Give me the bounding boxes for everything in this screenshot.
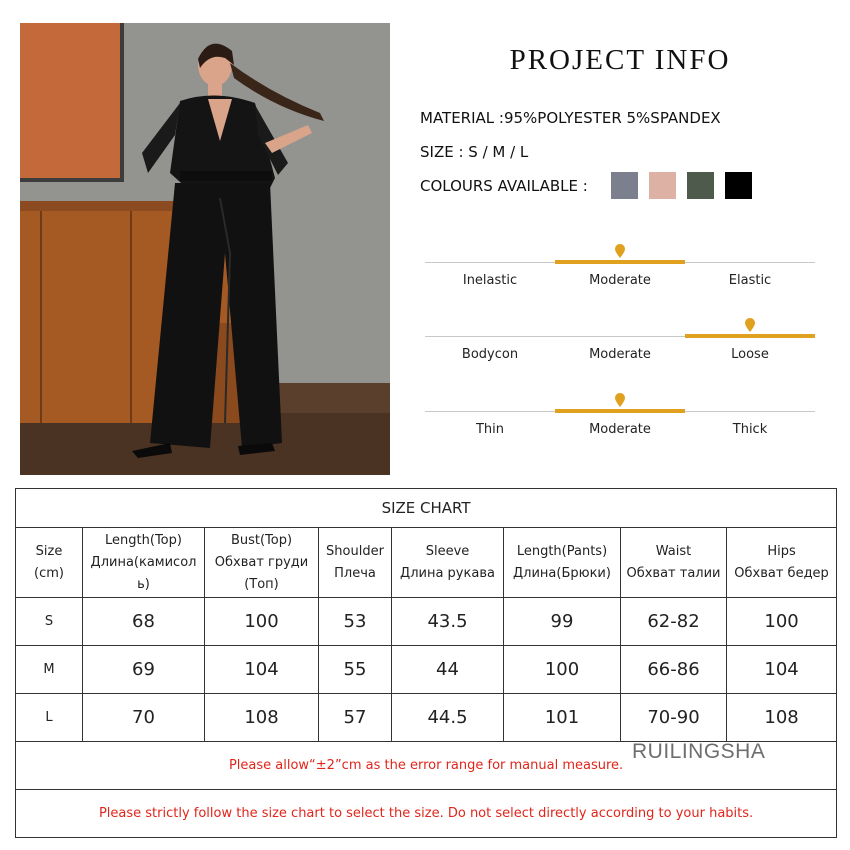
measurement-cell: 53 [319, 598, 392, 646]
header-line: Bust(Top) [230, 532, 293, 548]
colours-label: COLOURS AVAILABLE : [420, 177, 588, 195]
thickness-scale [425, 411, 815, 451]
size-chart-header [727, 528, 837, 598]
scale-option: Moderate [589, 422, 651, 437]
scale-option: Bodycon [461, 347, 519, 362]
measurement-cell: 66-86 [621, 646, 727, 694]
header-line: Hips [767, 543, 796, 559]
measurement-cell: 104 [205, 646, 319, 694]
size-chart-header [319, 528, 392, 598]
map-pin-icon [615, 393, 625, 409]
header-line: Длина(Брюки) [513, 565, 611, 581]
measurement-cell: 108 [727, 694, 837, 742]
scale-option: Inelastic [462, 273, 518, 288]
measurement-error-text: Please allow“±2”cm as the error range for manual measure. [228, 758, 624, 773]
size-chart-header [392, 528, 504, 598]
measurement-cell: 104 [727, 646, 837, 694]
size-chart-table [15, 488, 837, 838]
fit-scale [425, 336, 815, 376]
header-line: Waist [655, 543, 692, 559]
size-selection-note: Please strictly follow the size chart to select the size. Do not select directly according to your habits. [16, 790, 837, 838]
measurement-cell: 44 [392, 646, 504, 694]
measurement-cell: 70 [83, 694, 205, 742]
header-line: Length(Top) [105, 532, 182, 548]
size-cell: M [16, 646, 83, 694]
measurement-cell: 99 [504, 598, 621, 646]
size-cell: S [16, 598, 83, 646]
scale-option: Moderate [589, 273, 651, 288]
header-line: (cm) [34, 565, 64, 581]
measurement-cell: 100 [727, 598, 837, 646]
header-line: Плеча [334, 565, 376, 581]
colours-info [420, 177, 588, 195]
brand-watermark: RUILINGSHA [632, 740, 766, 763]
size-chart-header [504, 528, 621, 598]
colour-swatch-green [687, 172, 714, 199]
size-chart-header [83, 528, 205, 598]
measurement-cell: 57 [319, 694, 392, 742]
measurement-cell: 43.5 [392, 598, 504, 646]
size-chart-header [621, 528, 727, 598]
size-chart-header [205, 528, 319, 598]
header-line: Длина(камисол [90, 554, 197, 570]
header-line: (Топ) [244, 576, 279, 592]
measurement-cell: 101 [504, 694, 621, 742]
size-chart-header [16, 528, 83, 598]
scale-option: Elastic [728, 273, 772, 288]
material-info [420, 109, 721, 127]
measurement-cell: 70-90 [621, 694, 727, 742]
measurement-cell: 44.5 [392, 694, 504, 742]
elasticity-scale [425, 262, 815, 302]
measurement-cell: 62-82 [621, 598, 727, 646]
scale-selected-bar [685, 334, 815, 338]
scale-option: Moderate [589, 347, 651, 362]
colour-swatch-black [725, 172, 752, 199]
header-line: Обхват бедер [734, 565, 829, 581]
size-chart-title: SIZE CHART [16, 489, 837, 528]
map-pin-icon [615, 244, 625, 260]
measurement-cell: 100 [205, 598, 319, 646]
size-info [420, 143, 528, 161]
colour-swatch-grey [611, 172, 638, 199]
measurement-cell: 69 [83, 646, 205, 694]
scale-option: Thick [732, 422, 768, 437]
table-row [16, 646, 837, 694]
header-line: Sleeve [425, 543, 470, 559]
material-label: MATERIAL :95%POLYESTER 5%SPANDEX [420, 109, 721, 127]
size-cell: L [16, 694, 83, 742]
map-pin-icon [745, 318, 755, 334]
header-line: Длина рукава [400, 565, 495, 581]
table-row [16, 694, 837, 742]
measurement-cell: 100 [504, 646, 621, 694]
measurement-cell: 68 [83, 598, 205, 646]
header-line: ь) [137, 576, 150, 592]
header-line: Обхват груди [214, 554, 309, 570]
scale-option: Thin [475, 422, 505, 437]
header-line: Обхват талии [626, 565, 721, 581]
scale-selected-bar [555, 260, 685, 264]
table-row [16, 598, 837, 646]
colour-swatch-pink [649, 172, 676, 199]
measurement-cell: 108 [205, 694, 319, 742]
size-label: SIZE : S / M / L [420, 143, 529, 161]
header-line: Length(Pants) [516, 543, 608, 559]
header-line: Size [35, 543, 63, 559]
colour-swatches [611, 172, 752, 199]
scale-option: Loose [731, 347, 769, 362]
project-info-title: PROJECT INFO [509, 44, 731, 76]
scale-selected-bar [555, 409, 685, 413]
measurement-cell: 55 [319, 646, 392, 694]
header-line: Shoulder [326, 543, 384, 559]
product-photo [20, 23, 390, 475]
